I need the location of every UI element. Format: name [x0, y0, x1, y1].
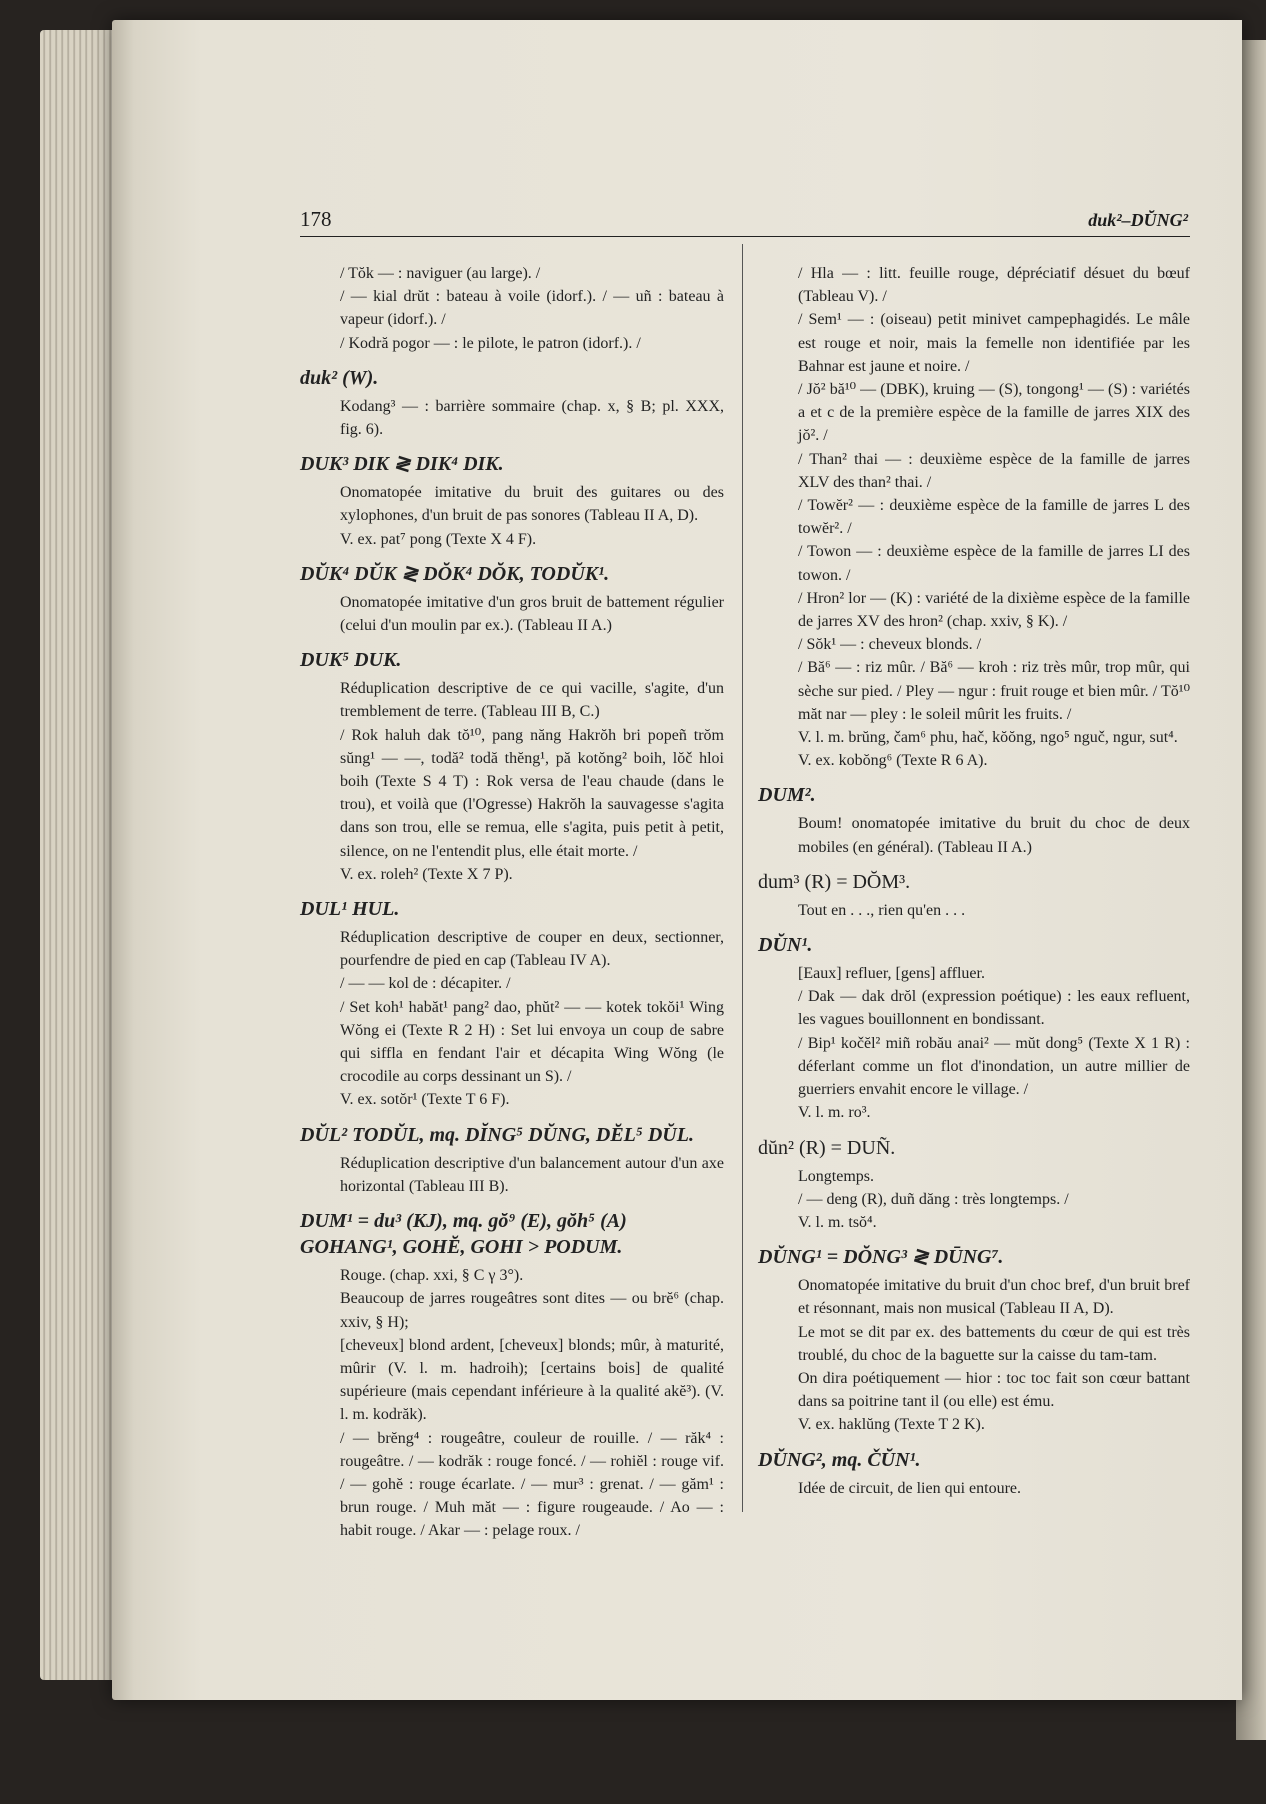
entry-headword: duk² (W). — [300, 366, 379, 389]
entry-definition: Onomatopée imitative du bruit des guitares ou des xylophones, d'un bruit de pas sonores (Tableau II A, D). — [340, 484, 724, 525]
intro-line: / Kodră pogor — : le pilote, le patron (idorf.). / — [340, 334, 641, 352]
entry-headword: DUK⁵ DUK. — [300, 649, 402, 672]
entry-example: / Rok haluh dak tŏ¹⁰, pang năng Hakrŏh bri popeñ trŏm sŭng¹ — —, todă² todă thĕng¹, pă kotŏng² boih, lŏč hloi boih (Texte S 4 T) : Rok versa de l'eau chaude (dans le trou), et voilà que (l'Ogresse) Hakrŏh la sauvagesse s'agita dans son trou, elle se remua, elle s'agita, puis petit à petit, silence, on ne l'entendit plus, elle était morte. / — [340, 726, 724, 860]
entry-headword: dum³ (R) = DŎM³. — [758, 870, 911, 893]
dictionary-entry — [300, 561, 724, 637]
dictionary-entry — [300, 1122, 724, 1198]
dictionary-entry — [300, 896, 724, 1112]
intro-line: / Hron² lor — (K) : variété de la dixième espèce de la famille de jarres XV des hron² (chap. xxiv, § K). / — [798, 589, 1190, 631]
entry-reference: V. ex. pat⁷ pong (Texte X 4 F). — [340, 530, 537, 548]
dictionary-entry — [300, 647, 724, 886]
page-header — [300, 206, 1190, 237]
column-divider — [742, 244, 743, 1512]
entry-definition: Onomatopée imitative du bruit d'un choc bref, d'un bruit bref et résonnant, mais non musical (Tableau II A, D). — [798, 1277, 1190, 1318]
entry-example: / Bip¹ kočĕl² miñ robău anai² — mŭt dong⁵ (Texte X 1 R) : déferlant comme un flot d'inondation, un autre millier de guerriers envahit encore le village. / — [798, 1034, 1190, 1099]
intro-line: / — kial drŭt : bateau à voile (idorf.). / — uñ : bateau à vapeur (idorf.). / — [340, 288, 724, 329]
entry-definition: Kodang³ — : barrière sommaire (chap. x, § B; pl. XXX, fig. 6). — [340, 397, 724, 439]
continued-text — [758, 262, 1190, 772]
dictionary-entry — [300, 365, 724, 441]
entry-example: / Set koh¹ habăt¹ pang² dao, phŭt² — — kotek tokŏi¹ Wing Wŏng ei (Texte R 2 H) : Set lui envoya un coup de sabre qui siffla en fendant l'air et décapita Wing Wŏng (le crocodile au corps dessinant un S). / — [340, 998, 724, 1086]
intro-line: / Than² thai — : deuxième espèce de la famille de jarres XLV des than² thai. / — [798, 450, 1190, 491]
left-column — [300, 262, 724, 1545]
entry-headword: DUM¹ = du³ (KJ), mq. gŏ⁹ (E), gŏh⁵ (A) GOHANG¹, GOHĔ, GOHI > PODUM. — [300, 1210, 627, 1259]
intro-line: / Towon — : deuxième espèce de la famille de jarres LI des towon. / — [798, 543, 1190, 584]
intro-line: / Tŏk — : naviguer (au large). / — [340, 265, 541, 282]
entry-definition: Tout en . . ., rien qu'en . . . — [798, 901, 966, 919]
entry-definition: Réduplication descriptive de couper en deux, sectionner, pourfendre de pied en cap (Tableau IV A). — [340, 929, 724, 970]
intro-line: / Towĕr² — : deuxième espèce de la famille de jarres L des towĕr². / — [798, 497, 1190, 538]
entry-definition: On dira poétiquement — hior : toc toc fait son cœur battant dans sa poitrine tant il (ou elle) est ému. — [798, 1369, 1190, 1411]
intro-line: / Bă⁶ — : riz mûr. / Bă⁶ — kroh : riz très mûr, trop mûr, qui sèche sur pied. / Pley — ngur : fruit rouge et bien mûr. / Tŏ¹⁰ măt nar — pley : le soleil mûrit les fruits. / — [798, 659, 1190, 723]
entry-definition: Rouge. (chap. xxi, § C γ 3°). — [340, 1267, 524, 1285]
entry-headword: DUL¹ HUL. — [300, 898, 400, 921]
entry-reference: V. ex. sotŏr¹ (Texte T 6 F). — [340, 1091, 510, 1109]
dictionary-entry — [758, 1447, 1190, 1500]
entry-definition: Idée de circuit, de lien qui entoure. — [798, 1479, 1022, 1497]
entry-definition: Onomatopée imitative d'un gros bruit de battement régulier (celui d'un moulin par ex.). (Tableau II A.) — [340, 593, 724, 635]
entry-headword: DŬNG², mq. ČŬN¹. — [758, 1448, 921, 1471]
entry-example: / Dak — dak drŏl (expression poétique) : les eaux refluent, les vagues bouillonnent en bondissant. — [798, 988, 1190, 1029]
entry-headword: DŬK⁴ DŬK ≷ DŎK⁴ DŎK, TODŬK¹. — [300, 562, 610, 585]
entry-definition: Boum! onomatopée imitative du bruit du choc de deux mobiles (en général). (Tableau II A.) — [798, 815, 1190, 856]
entry-reference: V. l. m. tsŏ⁴. — [798, 1213, 877, 1231]
dictionary-entry — [300, 1208, 724, 1542]
entry-definition: Réduplication descriptive d'un balancement autour d'un axe horizontal (Tableau III B). — [340, 1154, 724, 1195]
entry-definition: Beaucoup de jarres rougeâtres sont dites — ou brĕ⁶ (chap. xxiv, § H); — [340, 1290, 724, 1331]
dictionary-entry — [758, 782, 1190, 858]
intro-line: / Hla — : litt. feuille rouge, dépréciatif désuet du bœuf (Tableau V). / — [798, 265, 1190, 306]
entry-headword: DŬL² TODŬL, mq. DĬNG⁵ DŬNG, DĔL⁵ DŬL. — [300, 1123, 694, 1146]
right-column — [758, 262, 1190, 1502]
entry-example: / — deng (R), duñ dăng : très longtemps. / — [798, 1190, 1069, 1208]
dictionary-entry — [758, 1135, 1190, 1235]
page-number: 178 — [300, 207, 332, 231]
entry-reference: V. ex. haklŭng (Texte T 2 K). — [798, 1416, 985, 1434]
entry-headword: DŬN¹. — [758, 934, 813, 957]
entry-example: / — — kol de : décapiter. / — [340, 975, 511, 993]
entry-definition: [Eaux] refluer, [gens] affluer. — [798, 965, 985, 983]
running-head: duk²–DŬNG² — [1088, 210, 1188, 230]
entry-headword: DUK³ DIK ≷ DIK⁴ DIK. — [300, 453, 504, 476]
entry-headword: DUM². — [758, 784, 816, 807]
dictionary-entry — [300, 451, 724, 551]
entry-reference: V. l. m. ro³. — [798, 1104, 871, 1122]
entry-headword: dŭn² (R) = DUÑ. — [758, 1136, 896, 1159]
dictionary-entry — [758, 1244, 1190, 1436]
entry-definition: Réduplication descriptive de ce qui vacille, s'agite, d'un tremblement de terre. (Tableau III B, C.) — [340, 680, 724, 721]
intro-line: / Sŏk¹ — : cheveux blonds. / — [798, 636, 982, 654]
dictionary-entry — [758, 869, 1190, 922]
entry-reference: V. ex. roleh² (Texte X 7 P). — [340, 865, 513, 883]
continued-text — [300, 262, 724, 355]
intro-line: / Jŏ² bă¹⁰ — (DBK), kruing — (S), tongong¹ — (S) : variétés a et c de la première espèce de la famille de jarres XIX des jŏ². / — [798, 381, 1190, 445]
intro-line: / Sem¹ — : (oiseau) petit minivet campephagidés. Le mâle est rouge et noir, mais la femelle non identifiée par les Bahnar est jaune et noire. / — [798, 311, 1190, 375]
intro-line: V. l. m. brŭng, čam⁶ phu, hač, kŏŏng, ngo⁵ nguč, ngur, sut⁴. — [798, 729, 1178, 747]
entry-definition: Le mot se dit par ex. des battements du cœur de qui est très troublé, du choc de la baguette sur la caisse du tam-tam. — [798, 1323, 1190, 1364]
entry-definition: Longtemps. — [798, 1167, 874, 1185]
entry-example: / — brĕng⁴ : rougeâtre, couleur de rouille. / — răk⁴ : rougeâtre. / — kodrăk : rouge foncé. / — rohiĕl : rouge vif. / — gohĕ : rouge écarlate. / — mur³ : grenat. / — găm¹ : brun rouge. / Muh măt — : figure rougeaude. / Ao — : habit rouge. / Akar — : pelage roux. / — [340, 1429, 724, 1540]
entry-headword: DŬNG¹ = DŎNG³ ≷ DŪNG⁷. — [758, 1246, 1004, 1269]
entry-definition: [cheveux] blond ardent, [cheveux] blonds; mûr, à maturité, mûrir (V. l. m. hadroih); [certains bois] de qualité supérieure (mais cependant inférieure à la qualité akĕ³). (V. l. m. kodrăk). — [340, 1336, 724, 1424]
dictionary-entry — [758, 932, 1190, 1124]
intro-line: V. ex. kobŏng⁶ (Texte R 6 A). — [798, 752, 988, 770]
